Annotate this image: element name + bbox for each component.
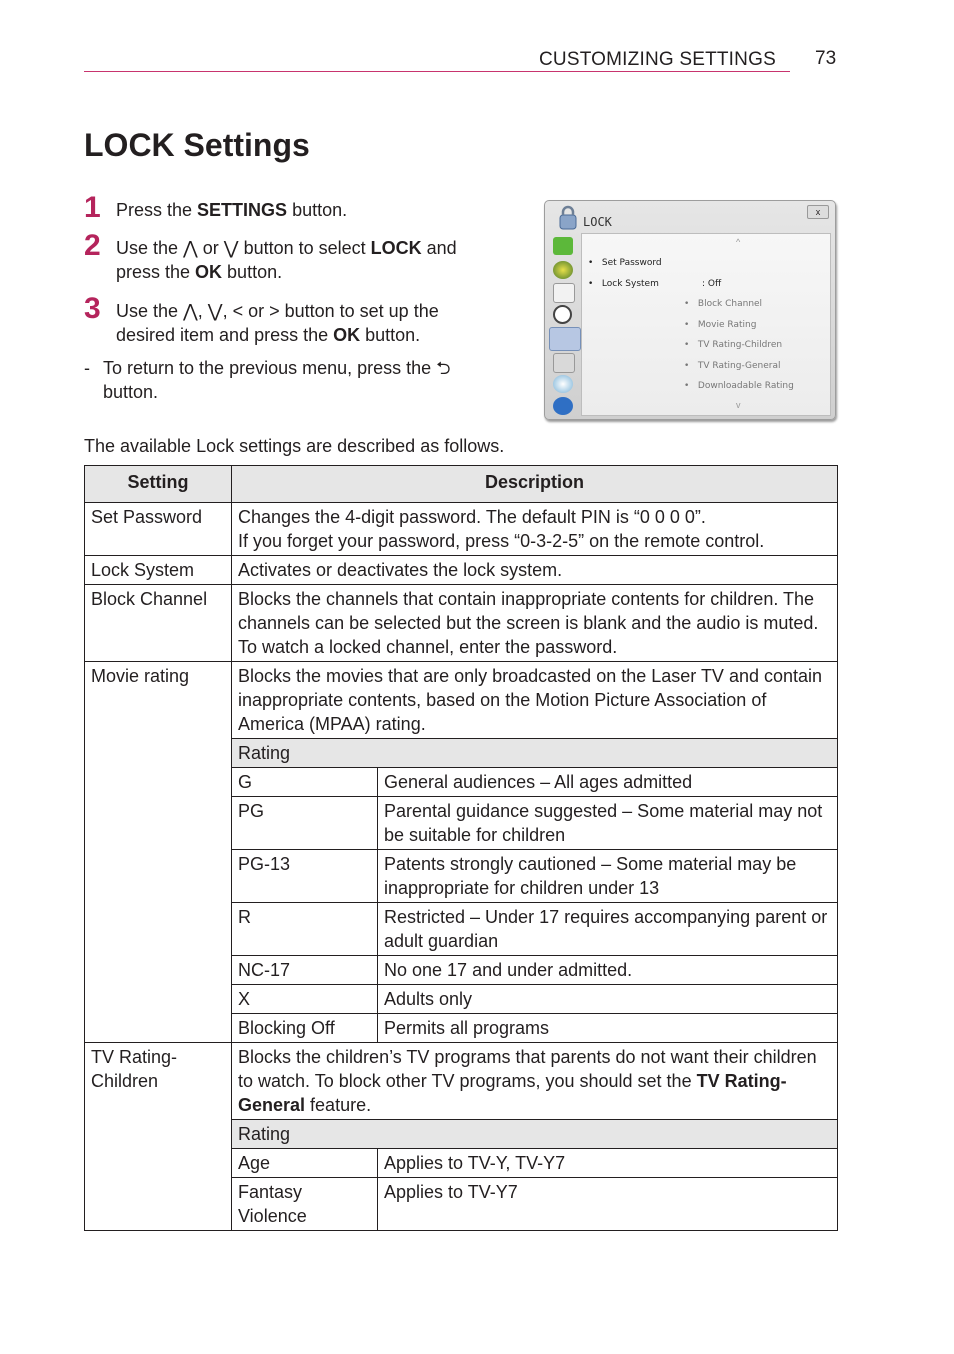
table-row	[85, 556, 838, 585]
setting-cell: Lock System	[85, 556, 232, 585]
rating-code: X	[232, 985, 378, 1014]
setting-cell: TV Rating-Children	[85, 1043, 232, 1231]
page-title: LOCK Settings	[84, 127, 310, 163]
lock-system-value: : Off	[702, 279, 722, 289]
rating-code: R	[232, 903, 378, 956]
rating-subheader: Rating	[232, 1120, 838, 1149]
step-1-text: Press the SETTINGS button.	[116, 200, 348, 220]
rating-code: Age	[232, 1149, 378, 1178]
rating-code: PG	[232, 797, 378, 850]
rating-desc: Permits all programs	[378, 1014, 838, 1043]
close-button[interactable]: x	[807, 205, 829, 219]
time-icon[interactable]	[553, 305, 572, 324]
menu-panel	[581, 233, 831, 416]
lock-icon	[557, 205, 579, 231]
table-header-row	[85, 466, 838, 503]
section-title: CUSTOMIZING SETTINGS	[539, 49, 776, 70]
note-text: To return to the previous menu, press the ⮌ button.	[103, 358, 451, 402]
table-row	[85, 585, 838, 662]
menu-item-set-password[interactable]: • Set Password	[588, 258, 662, 268]
rating-subheader: Rating	[232, 739, 838, 768]
audio-icon[interactable]	[553, 261, 573, 279]
menu-item-block-channel[interactable]: • Block Channel	[684, 299, 763, 309]
description-cell: Activates or deactivates the lock system.	[232, 556, 838, 585]
note-dash: -	[84, 358, 90, 378]
network-icon[interactable]	[553, 375, 573, 393]
menu-sidebar	[549, 233, 581, 415]
rating-desc: Adults only	[378, 985, 838, 1014]
option-icon[interactable]	[553, 353, 575, 373]
step-number-2: 2	[84, 229, 101, 262]
rating-code: Blocking Off	[232, 1014, 378, 1043]
description-cell: Changes the 4-digit password. The default PIN is “0 0 0 0”. If you forget your password, press “0-3-2-5” on the remote control.	[232, 503, 838, 556]
step-2-text: Use the ⋀ or ⋁ button to select LOCK and press the OK button.	[116, 238, 457, 282]
menu-item-tv-rating-general[interactable]: • TV Rating-General	[684, 361, 781, 371]
table-row	[85, 662, 838, 739]
table-row	[85, 503, 838, 556]
header-setting: Setting	[85, 466, 232, 503]
header-divider	[84, 71, 790, 72]
rating-desc: Patents strongly cautioned – Some material may be inappropriate for children under 13	[378, 850, 838, 903]
lock-tab-icon[interactable]	[549, 327, 581, 351]
rating-code: Fantasy Violence	[232, 1178, 378, 1231]
rating-code: G	[232, 768, 378, 797]
scroll-down-icon[interactable]: v	[736, 400, 741, 410]
setting-cell: Movie rating	[85, 662, 232, 1043]
page-number: 73	[815, 48, 837, 69]
step-number-3: 3	[84, 292, 101, 325]
rating-desc: General audiences – All ages admitted	[378, 768, 838, 797]
table-row	[85, 1043, 838, 1120]
description-cell: Blocks the movies that are only broadcasted on the Laser TV and contain inappropriate contents, based on the Motion Picture Association of America (MPAA) rating.	[232, 662, 838, 739]
speaker-icon[interactable]	[553, 283, 575, 303]
menu-title: LOCK	[583, 215, 612, 229]
rating-desc: Applies to TV-Y, TV-Y7	[378, 1149, 838, 1178]
menu-item-downloadable-rating[interactable]: • Downloadable Rating	[684, 381, 794, 391]
scroll-up-icon[interactable]: ^	[736, 237, 741, 247]
rating-desc: Parental guidance suggested – Some material may not be suitable for children	[378, 797, 838, 850]
rating-desc: No one 17 and under admitted.	[378, 956, 838, 985]
setting-cell: Block Channel	[85, 585, 232, 662]
setting-cell: Set Password	[85, 503, 232, 556]
step-number-1: 1	[84, 191, 101, 224]
description-cell: Blocks the children’s TV programs that parents do not want their children to watch. To block other TV programs, you should set the TV Rating-General feature.	[232, 1043, 838, 1120]
rating-desc: Restricted – Under 17 requires accompanying parent or adult guardian	[378, 903, 838, 956]
menu-item-movie-rating[interactable]: • Movie Rating	[684, 320, 757, 330]
lock-menu-screenshot	[544, 200, 836, 420]
support-icon[interactable]	[553, 397, 573, 415]
header-description: Description	[232, 466, 838, 503]
rating-code: NC-17	[232, 956, 378, 985]
picture-icon[interactable]	[553, 237, 573, 255]
rating-desc: Applies to TV-Y7	[378, 1178, 838, 1231]
lock-settings-table	[84, 465, 838, 1231]
rating-code: PG-13	[232, 850, 378, 903]
menu-item-tv-rating-children[interactable]: • TV Rating-Children	[684, 340, 783, 350]
table-intro: The available Lock settings are described as follows.	[84, 436, 505, 456]
menu-item-lock-system[interactable]: • Lock System	[588, 279, 659, 289]
step-3-text: Use the ⋀, ⋁, < or > button to set up the desired item and press the OK button.	[116, 301, 439, 345]
description-cell: Blocks the channels that contain inappropriate contents for children. The channels can be selected but the screen is blank and the audio is muted. To watch a locked channel, enter the password.	[232, 585, 838, 662]
